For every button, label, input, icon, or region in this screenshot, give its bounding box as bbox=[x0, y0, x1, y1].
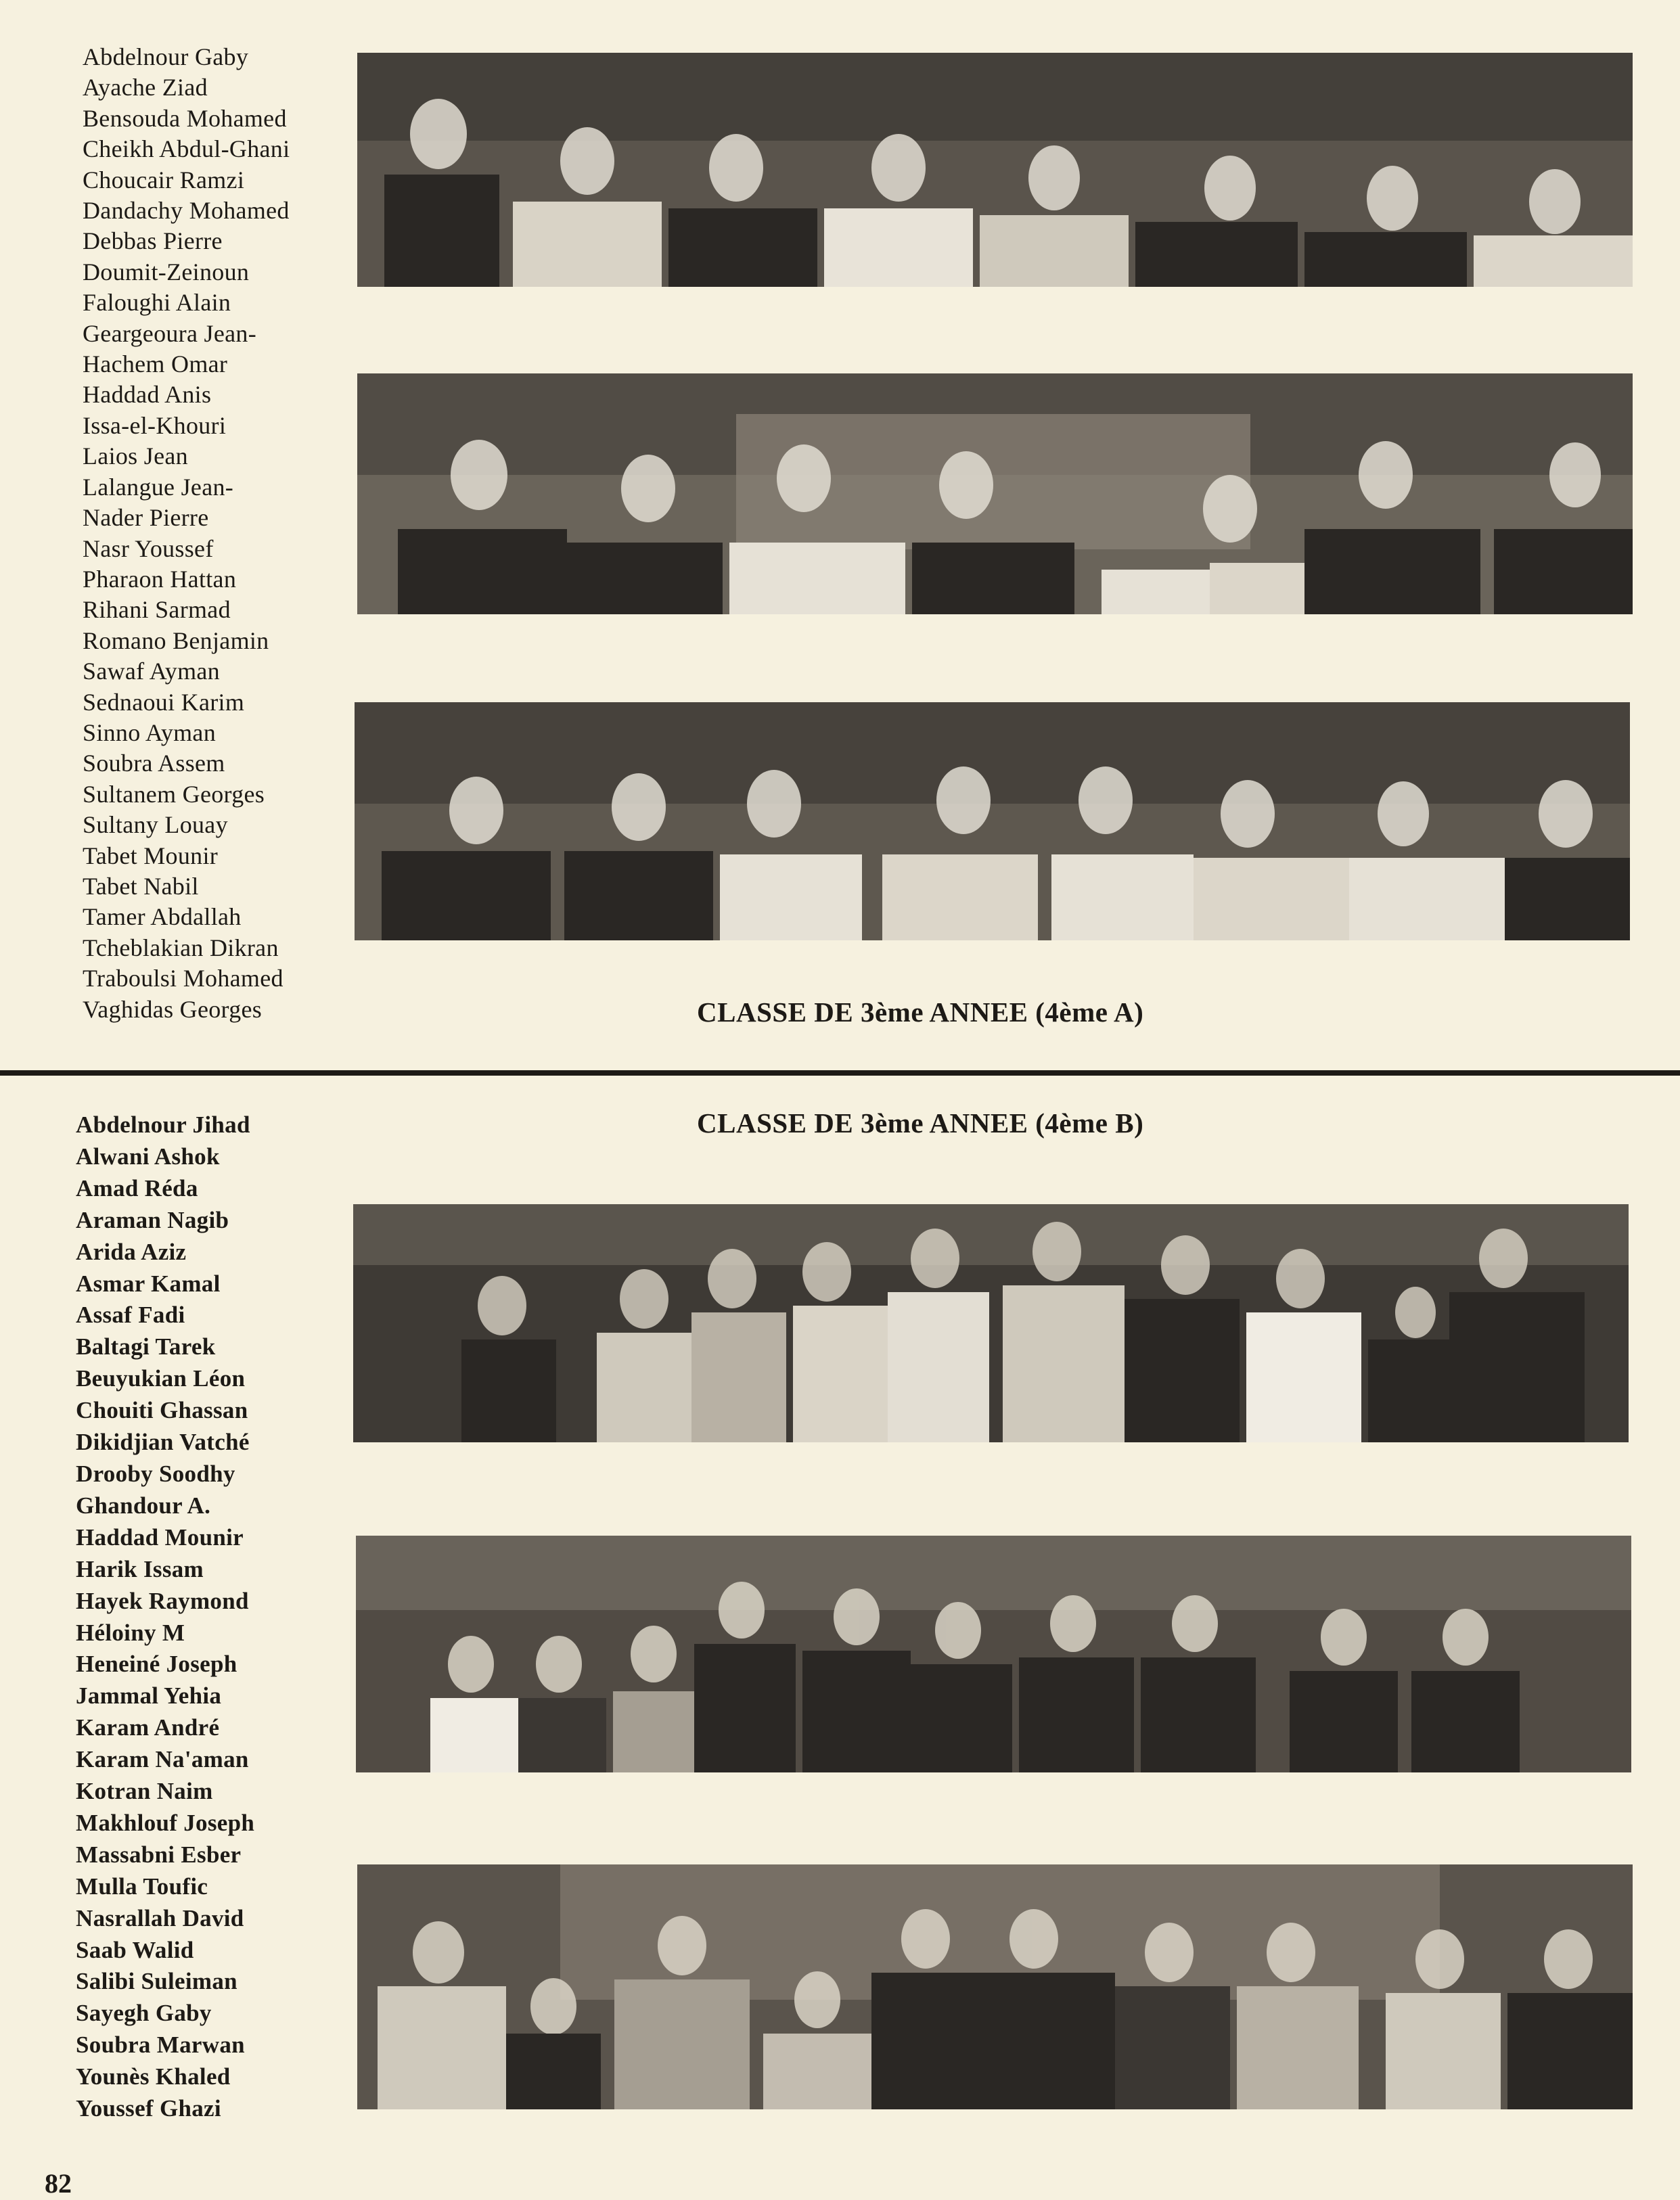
student-name: Soubra Assem bbox=[83, 750, 225, 777]
student-name: Bensouda Mohamed bbox=[83, 104, 287, 132]
student-name: Sednaoui Karim bbox=[83, 688, 245, 716]
student-name: Jammal Yehia bbox=[76, 1682, 222, 1710]
student-name: Harik Issam bbox=[76, 1555, 204, 1582]
student-name: Nasrallah David bbox=[76, 1904, 244, 1931]
student-name: Karam André bbox=[76, 1714, 220, 1741]
student-name: Abdelnour Gaby bbox=[83, 43, 249, 70]
class-photo-4eme-b-row-1 bbox=[353, 1204, 1629, 1442]
student-name: Drooby Soodhy bbox=[76, 1460, 235, 1487]
student-name: Lalangue Jean- bbox=[83, 473, 234, 501]
student-name: Makhlouf Joseph bbox=[76, 1809, 255, 1836]
student-name: Saab Walid bbox=[76, 1936, 194, 1963]
student-name: Romano Benjamin bbox=[83, 626, 269, 654]
student-name: Tabet Mounir bbox=[83, 842, 219, 869]
student-name: Faloughi Alain bbox=[83, 289, 231, 317]
student-name: Choucair Ramzi bbox=[83, 166, 245, 193]
student-name: Younès Khaled bbox=[76, 2063, 231, 2090]
student-name: Soubra Marwan bbox=[76, 2032, 245, 2059]
student-name: Chouiti Ghassan bbox=[76, 1397, 248, 1424]
name-list-4eme-a bbox=[83, 42, 290, 1025]
student-name: Ayache Ziad bbox=[83, 74, 208, 101]
student-name: Héloiny M bbox=[76, 1619, 185, 1646]
student-name: Issa-el-Khouri bbox=[83, 411, 227, 439]
student-name: Asmar Kamal bbox=[76, 1270, 221, 1297]
student-name: Laios Jean bbox=[83, 442, 188, 470]
student-name: Baltagi Tarek bbox=[76, 1333, 216, 1360]
student-name: Sayegh Gaby bbox=[76, 2000, 212, 2027]
student-name: Haddad Mounir bbox=[76, 1523, 244, 1551]
student-name: Youssef Ghazi bbox=[76, 2095, 221, 2122]
student-name: Tcheblakian Dikran bbox=[83, 934, 279, 961]
student-name: Tabet Nabil bbox=[83, 872, 199, 900]
section-divider bbox=[0, 1070, 1680, 1076]
student-name: Amad Réda bbox=[76, 1174, 198, 1201]
page-number: 82 bbox=[45, 2168, 72, 2199]
student-name: Vaghidas Georges bbox=[83, 995, 263, 1023]
student-name: Arida Aziz bbox=[76, 1238, 187, 1265]
class-photo-4eme-a-row-3 bbox=[355, 702, 1630, 940]
student-name: Assaf Fadi bbox=[76, 1302, 185, 1329]
student-name: Pharaon Hattan bbox=[83, 565, 237, 593]
student-name: Tamer Abdallah bbox=[83, 903, 242, 931]
class-photo-4eme-b-row-2 bbox=[356, 1536, 1631, 1772]
student-name: Sinno Ayman bbox=[83, 718, 217, 746]
class-caption-4eme-a: CLASSE DE 3ème ANNEE (4ème A) bbox=[697, 996, 1144, 1028]
student-name: Alwani Ashok bbox=[76, 1143, 220, 1170]
class-photo-4eme-a-row-1 bbox=[357, 53, 1633, 287]
class-photo-4eme-a-row-2 bbox=[357, 373, 1633, 614]
student-name: Hachem Omar bbox=[83, 350, 228, 378]
student-name: Sultanem Georges bbox=[83, 780, 265, 808]
class-photo-4eme-b-row-3 bbox=[357, 1864, 1633, 2109]
student-name: Cheikh Abdul-Ghani bbox=[83, 135, 290, 163]
name-list-4eme-b bbox=[76, 1109, 254, 2125]
student-name: Sawaf Ayman bbox=[83, 658, 220, 685]
student-name: Kotran Naim bbox=[76, 1778, 213, 1805]
student-name: Traboulsi Mohamed bbox=[83, 965, 283, 992]
student-name: Rihani Sarmad bbox=[83, 596, 231, 624]
student-name: Araman Nagib bbox=[76, 1206, 229, 1233]
student-name: Hayek Raymond bbox=[76, 1587, 249, 1614]
student-name: Karam Na'aman bbox=[76, 1746, 249, 1773]
student-name: Heneiné Joseph bbox=[76, 1651, 237, 1678]
student-name: Ghandour A. bbox=[76, 1492, 211, 1519]
student-name: Sultany Louay bbox=[83, 811, 228, 839]
student-name: Debbas Pierre bbox=[83, 227, 223, 255]
student-name: Nader Pierre bbox=[83, 504, 209, 532]
student-name: Nasr Youssef bbox=[83, 534, 214, 562]
student-name: Haddad Anis bbox=[83, 381, 212, 409]
student-name: Abdelnour Jihad bbox=[76, 1112, 250, 1138]
student-name: Doumit-Zeinoun bbox=[83, 258, 250, 285]
student-name: Mulla Toufic bbox=[76, 1873, 208, 1900]
student-name: Salibi Suleiman bbox=[76, 1968, 237, 1995]
class-caption-4eme-b: CLASSE DE 3ème ANNEE (4ème B) bbox=[697, 1107, 1144, 1139]
student-name: Beuyukian Léon bbox=[76, 1365, 246, 1392]
student-name: Dandachy Mohamed bbox=[83, 197, 290, 225]
student-name: Dikidjian Vatché bbox=[76, 1429, 250, 1456]
student-name: Geargeoura Jean- bbox=[83, 319, 256, 347]
student-name: Massabni Esber bbox=[76, 1841, 242, 1868]
